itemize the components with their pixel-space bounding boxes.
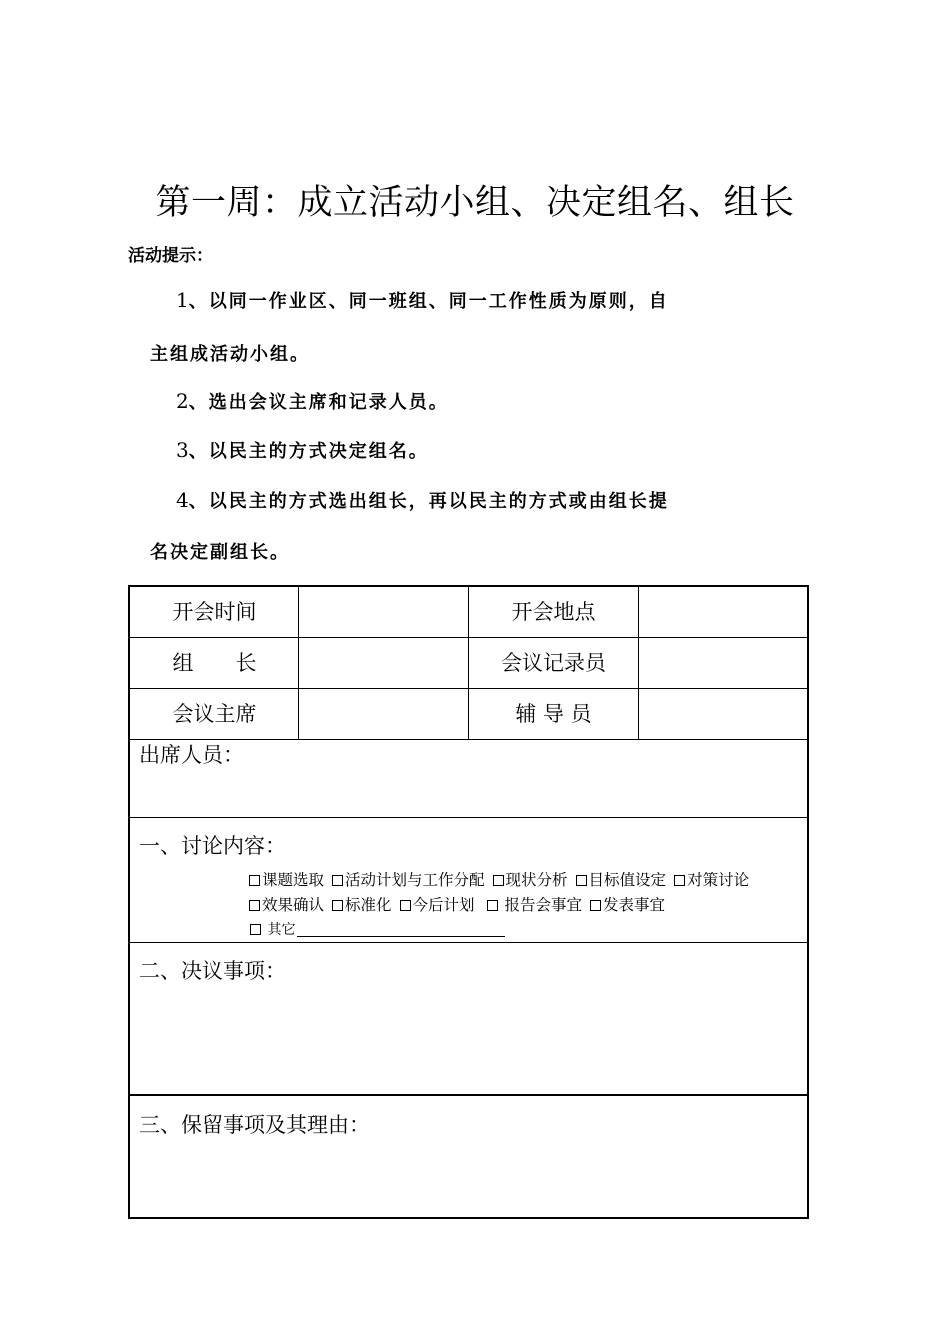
option-publication[interactable]: 发表事宜 bbox=[590, 896, 665, 914]
hint-2-num: 2 bbox=[176, 389, 189, 413]
grid-line bbox=[130, 739, 807, 740]
checkbox-icon[interactable] bbox=[493, 875, 504, 886]
hint-1-num: 1 bbox=[176, 288, 189, 312]
discussion-label: 一、讨论内容： bbox=[139, 834, 286, 858]
checkbox-icon[interactable] bbox=[332, 900, 343, 911]
hint-3-num: 3 bbox=[176, 438, 189, 462]
meeting-place-label: 开会地点 bbox=[511, 600, 596, 624]
meeting-time-field[interactable] bbox=[299, 587, 468, 637]
hint-2 bbox=[176, 388, 449, 414]
option-other: 其它 bbox=[250, 919, 505, 941]
resolutions-field[interactable] bbox=[130, 987, 807, 1092]
tutor-field[interactable] bbox=[639, 689, 807, 739]
other-input[interactable] bbox=[297, 922, 505, 937]
meeting-time-label: 开会时间 bbox=[172, 600, 257, 624]
option-topic-selection[interactable]: 课题选取 bbox=[249, 871, 324, 889]
recorder-field[interactable] bbox=[639, 638, 807, 688]
checkbox-icon[interactable] bbox=[487, 900, 498, 911]
option-target-setting[interactable]: 目标值设定 bbox=[576, 871, 667, 889]
hint-4-text: 、以民主的方式选出组长，再以民主的方式或由组长提 bbox=[188, 491, 669, 512]
discussion-options-row-2 bbox=[249, 894, 665, 916]
discussion-options-row-1 bbox=[249, 869, 749, 891]
hint-3-text: 、以民主的方式决定组名。 bbox=[188, 441, 429, 462]
page-title: 第一周：成立活动小组、决定组名、组长 bbox=[155, 183, 795, 223]
attendees-label: 出席人员： bbox=[139, 743, 244, 767]
reserved-label: 三、保留事项及其理由： bbox=[139, 1113, 370, 1137]
option-future-plan[interactable]: 今后计划 bbox=[400, 896, 475, 914]
meeting-place-field[interactable] bbox=[639, 587, 807, 637]
checkbox-icon[interactable] bbox=[674, 875, 685, 886]
option-effect-confirm[interactable]: 效果确认 bbox=[249, 896, 324, 914]
grid-line bbox=[130, 817, 807, 818]
checkbox-icon[interactable] bbox=[400, 900, 411, 911]
chair-label: 会议主席 bbox=[172, 702, 257, 726]
hint-1-cont: 主组成活动小组。 bbox=[150, 344, 310, 365]
hint-4-cont: 名决定副组长。 bbox=[150, 542, 290, 563]
checkbox-icon[interactable] bbox=[250, 924, 261, 935]
grid-line bbox=[130, 942, 807, 943]
hint-3 bbox=[176, 437, 429, 463]
leader-label: 组 长 bbox=[172, 651, 257, 675]
hint-1-text: 、以同一作业区、同一班组、同一工作性质为原则，自 bbox=[188, 291, 669, 312]
tutor-label: 辅 导 员 bbox=[515, 702, 592, 726]
option-countermeasure[interactable]: 对策讨论 bbox=[674, 871, 749, 889]
hint-1 bbox=[176, 287, 669, 313]
hint-4 bbox=[176, 487, 669, 513]
checkbox-icon[interactable] bbox=[249, 900, 260, 911]
meeting-form bbox=[128, 585, 809, 1219]
grid-line bbox=[130, 1094, 807, 1096]
reserved-field[interactable] bbox=[130, 1142, 807, 1217]
checkbox-icon[interactable] bbox=[332, 875, 343, 886]
hint-4-num: 4 bbox=[176, 488, 189, 512]
hint-label: 活动提示： bbox=[128, 246, 213, 266]
recorder-label: 会议记录员 bbox=[501, 651, 606, 675]
resolutions-label: 二、决议事项： bbox=[139, 959, 286, 983]
checkbox-icon[interactable] bbox=[249, 875, 260, 886]
hint-2-text: 、选出会议主席和记录人员。 bbox=[188, 392, 449, 413]
chair-field[interactable] bbox=[299, 689, 468, 739]
attendees-field[interactable] bbox=[130, 769, 807, 816]
option-standardize[interactable]: 标准化 bbox=[332, 896, 392, 914]
option-report-meeting[interactable]: 报告会事宜 bbox=[487, 896, 582, 914]
option-activity-plan[interactable]: 活动计划与工作分配 bbox=[332, 871, 485, 889]
option-status-analysis[interactable]: 现状分析 bbox=[493, 871, 568, 889]
checkbox-icon[interactable] bbox=[590, 900, 601, 911]
checkbox-icon[interactable] bbox=[576, 875, 587, 886]
leader-field[interactable] bbox=[299, 638, 468, 688]
